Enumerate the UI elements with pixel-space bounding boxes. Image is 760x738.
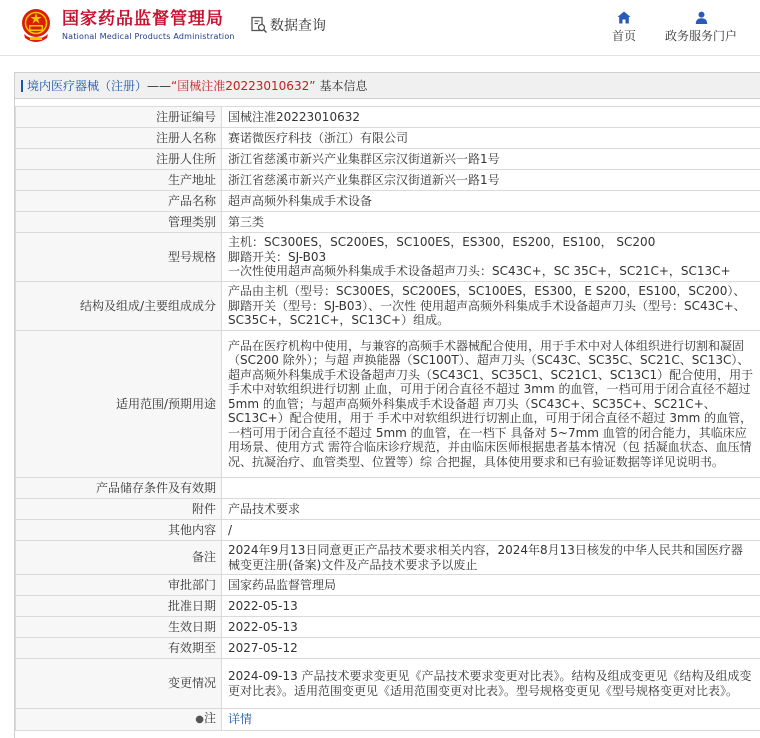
nav-home-label: 首页 <box>611 29 636 43</box>
field-label: 备注 <box>16 541 222 575</box>
field-value: 产品由主机（型号：SC300ES，SC200ES，SC100ES，ES300，E S200，ES100，SC200）、脚踏开关（型号：SJ-B03）、一次性 使用超声高频外科集成手术设备超声刀头（型号：SC43C+、SC35C+，SC21C+，SC13C+）组成。 <box>222 282 760 331</box>
field-value: 浙江省慈溪市新兴产业集群区宗汉街道新兴一路1号 <box>222 170 760 191</box>
field-value: 2024-09-13 产品技术要求变更见《产品技术要求变更对比表》。结构及组成变更见《结构及组成变更对比表》。适用范围变更见《适用范围变更对比表》。型号规格变更见《型号规格变更对比表》。 <box>222 659 760 709</box>
field-label: 其他内容 <box>16 520 222 541</box>
detail-panel <box>14 72 760 738</box>
table-row <box>16 149 760 170</box>
table-row <box>16 659 760 709</box>
field-value: 产品在医疗机构中使用，与兼容的高频手术器械配合使用，用于手术中对人体组织进行切割和凝固（SC200 除外）；与超 声换能器（SC100T）、超声刀头（SC43C、SC35C、SC21C、SC13C）、 超声高频外科集成手术设备超声刀头（SC43C1、SC35C1、SC21C1、SC13C1）配合使用，用于手术中对软组织进行切割 止血，可用于闭合直径不超过 3mm 的血管，一档可用于闭合直径不超过 5mm 的血管；与超声高频外科集成手术设备超 声刀头（SC43C+、SC35C+、SC21C+、SC13C+）配合使用，用于 手术中对软组织进行切割止血，可用于闭合直径不超过 3mm 的血管，一档可用于闭合直径不超过 5mm 的血管，在一档下 具备对 5~7mm 血管的闭合能力，其临床应用场景、使用方式 需符合临床诊疗规范，并由临床医师根据患者基本情况（包 括凝血状态、血压情况、抗凝治疗、血管类型、位置等）综 合把握，具体使用要求和已有验证数据等详见说明书。 <box>222 331 760 478</box>
table-row <box>16 638 760 659</box>
table-row <box>16 107 760 128</box>
table-row <box>16 212 760 233</box>
model-line: 主机：SC300ES，SC200ES，SC100ES，ES300，ES200，ES100， SC200 <box>228 235 656 250</box>
field-label: 批准日期 <box>16 596 222 617</box>
nav-home[interactable] <box>606 11 642 44</box>
table-row <box>16 191 760 212</box>
user-icon <box>695 11 708 24</box>
field-label: 注册人住所 <box>16 149 222 170</box>
table-row <box>16 520 760 541</box>
table-row <box>16 617 760 638</box>
field-value: 2027-05-12 <box>222 638 760 659</box>
field-label: 有效期至 <box>16 638 222 659</box>
field-label: 适用范围/预期用途 <box>16 331 222 478</box>
field-value: 浙江省慈溪市新兴产业集群区宗汉街道新兴一路1号 <box>222 149 760 170</box>
table-row <box>16 541 760 575</box>
field-label: 变更情况 <box>16 659 222 709</box>
field-label: 生产地址 <box>16 170 222 191</box>
breadcrumb-category[interactable]: 境内医疗器械（注册） <box>27 79 148 93</box>
field-value: 国家药品监督管理局 <box>222 575 760 596</box>
breadcrumb-suffix: 基本信息 <box>319 79 368 93</box>
table-row <box>16 575 760 596</box>
field-label: 注册证编号 <box>16 107 222 128</box>
field-label: 型号规格 <box>16 233 222 282</box>
table-row <box>16 233 760 282</box>
field-label: 注册人名称 <box>16 128 222 149</box>
table-row <box>16 170 760 191</box>
field-label <box>16 709 222 731</box>
data-query-link[interactable] <box>250 14 326 36</box>
table-row <box>16 128 760 149</box>
nav-gov-service-portal[interactable] <box>656 11 746 44</box>
field-value <box>222 709 760 731</box>
field-value <box>222 233 760 282</box>
home-icon <box>617 11 631 24</box>
field-value: 2024年9月13日同意更正产品技术要求相关内容，2024年8月13日核发的中华人民共和国医疗器械变更注册(备案)文件及产品技术要求予以废止 <box>222 541 760 575</box>
field-value: 赛诺微医疗科技（浙江）有限公司 <box>222 128 760 149</box>
note-label: 注 <box>203 711 216 726</box>
title-marker <box>21 80 23 92</box>
breadcrumb-registration: “国械注准20223010632” <box>171 79 316 93</box>
field-value: 2022-05-13 <box>222 596 760 617</box>
document-search-icon <box>250 16 268 34</box>
device-info-table <box>15 106 760 731</box>
breadcrumb-separator: —— <box>147 78 172 93</box>
table-row <box>16 596 760 617</box>
field-label: 产品储存条件及有效期 <box>16 478 222 499</box>
national-emblem-icon <box>20 8 52 44</box>
field-value: 2022-05-13 <box>222 617 760 638</box>
field-value: 第三类 <box>222 212 760 233</box>
field-value: 产品技术要求 <box>222 499 760 520</box>
field-label: 管理类别 <box>16 212 222 233</box>
table-row <box>16 499 760 520</box>
table-row <box>16 282 760 331</box>
site-title-en: National Medical Products Administration <box>62 32 235 41</box>
breadcrumb <box>15 73 760 99</box>
field-value: 超声高频外科集成手术设备 <box>222 191 760 212</box>
field-value: 国械注准20223010632 <box>222 107 760 128</box>
site-header <box>0 0 760 56</box>
field-label: 产品名称 <box>16 191 222 212</box>
field-label: 审批部门 <box>16 575 222 596</box>
details-link[interactable]: 详情 <box>228 712 253 727</box>
field-label: 生效日期 <box>16 617 222 638</box>
table-row <box>16 709 760 731</box>
model-line: 脚踏开关：SJ-B03 <box>228 249 327 264</box>
nav-portal-label: 政务服务门户 <box>664 29 737 43</box>
data-query-label: 数据查询 <box>270 18 326 34</box>
field-label: 附件 <box>16 499 222 520</box>
field-value <box>222 478 760 499</box>
table-row <box>16 331 760 478</box>
field-value: / <box>222 520 760 541</box>
site-title[interactable]: 国家药品监督管理局 <box>62 9 224 29</box>
table-row <box>16 478 760 499</box>
pin-icon: ● <box>195 714 204 726</box>
model-line: 一次性使用超声高频外科集成手术设备超声刀头：SC43C+，SC 35C+，SC21C+，SC13C+ <box>228 264 731 279</box>
field-label: 结构及组成/主要组成成分 <box>16 282 222 331</box>
